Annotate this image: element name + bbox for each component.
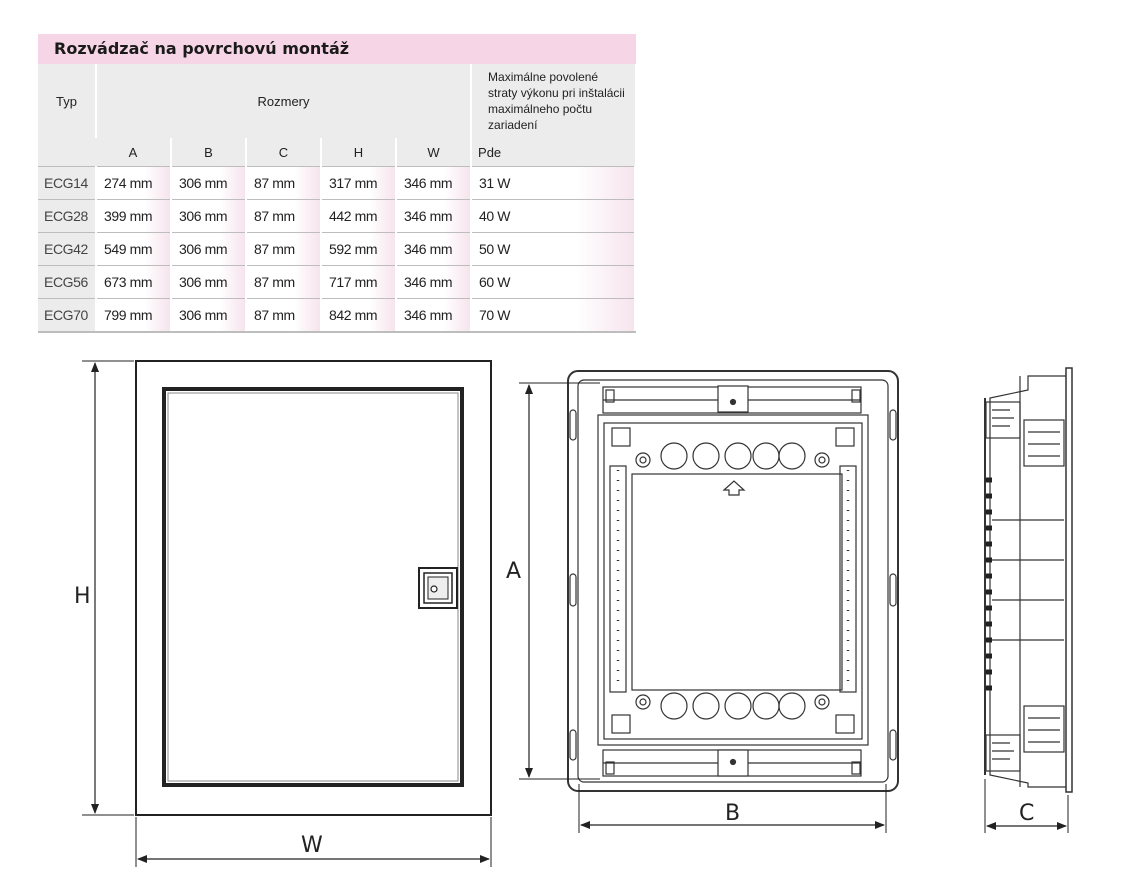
cell-pde: 60 W — [471, 266, 635, 299]
label-a: A — [506, 559, 522, 584]
cell-w: 346 mm — [396, 266, 471, 299]
cell-pde: 50 W — [471, 233, 635, 266]
cell-a: 274 mm — [96, 167, 171, 200]
cell-c: 87 mm — [246, 266, 321, 299]
cell-b: 306 mm — [171, 299, 246, 333]
cell-c: 87 mm — [246, 233, 321, 266]
cell-pde: 31 W — [471, 167, 635, 200]
side-view-enclosure — [985, 368, 1072, 792]
cell-pde: 70 W — [471, 299, 635, 333]
cell-h: 592 mm — [321, 233, 396, 266]
label-b: B — [725, 801, 741, 826]
label-c: C — [1019, 801, 1035, 826]
label-w: W — [301, 833, 323, 858]
cell-h: 317 mm — [321, 167, 396, 200]
cell-typ: ECG42 — [38, 233, 96, 266]
cell-b: 306 mm — [171, 266, 246, 299]
subheader-pde: Pde — [471, 138, 635, 167]
inner-view-enclosure — [568, 371, 898, 791]
front-view-door — [74, 361, 491, 867]
cell-typ: ECG14 — [38, 167, 96, 200]
cell-c: 87 mm — [246, 299, 321, 333]
cell-w: 346 mm — [396, 233, 471, 266]
cell-b: 306 mm — [171, 200, 246, 233]
door-panel — [164, 389, 462, 785]
table-title: Rozvádzač na povrchovú montáž — [38, 34, 636, 64]
cell-typ: ECG28 — [38, 200, 96, 233]
header-loss-description: Maximálne povolené straty výkonu pri inštalácii maximálneho počtu zariadení — [471, 64, 635, 138]
cell-a: 399 mm — [96, 200, 171, 233]
subheader-b: B — [171, 138, 246, 167]
cell-b: 306 mm — [171, 233, 246, 266]
cell-h: 842 mm — [321, 299, 396, 333]
cell-c: 87 mm — [246, 167, 321, 200]
header-rozmery: Rozmery — [96, 64, 471, 138]
cell-a: 673 mm — [96, 266, 171, 299]
cell-pde: 40 W — [471, 200, 635, 233]
cell-h: 442 mm — [321, 200, 396, 233]
header-typ: Typ — [38, 64, 96, 138]
door-lock-icon — [419, 568, 457, 608]
cell-a: 799 mm — [96, 299, 171, 333]
subheader-w: W — [396, 138, 471, 167]
subheader-c: C — [246, 138, 321, 167]
label-h: H — [74, 584, 91, 609]
cell-h: 717 mm — [321, 266, 396, 299]
cell-w: 346 mm — [396, 200, 471, 233]
subheader-h: H — [321, 138, 396, 167]
cell-typ: ECG56 — [38, 266, 96, 299]
cell-w: 346 mm — [396, 299, 471, 333]
subheader-a: A — [96, 138, 171, 167]
cell-a: 549 mm — [96, 233, 171, 266]
cell-typ: ECG70 — [38, 299, 96, 333]
cell-c: 87 mm — [246, 200, 321, 233]
cell-w: 346 mm — [396, 167, 471, 200]
cell-b: 306 mm — [171, 167, 246, 200]
